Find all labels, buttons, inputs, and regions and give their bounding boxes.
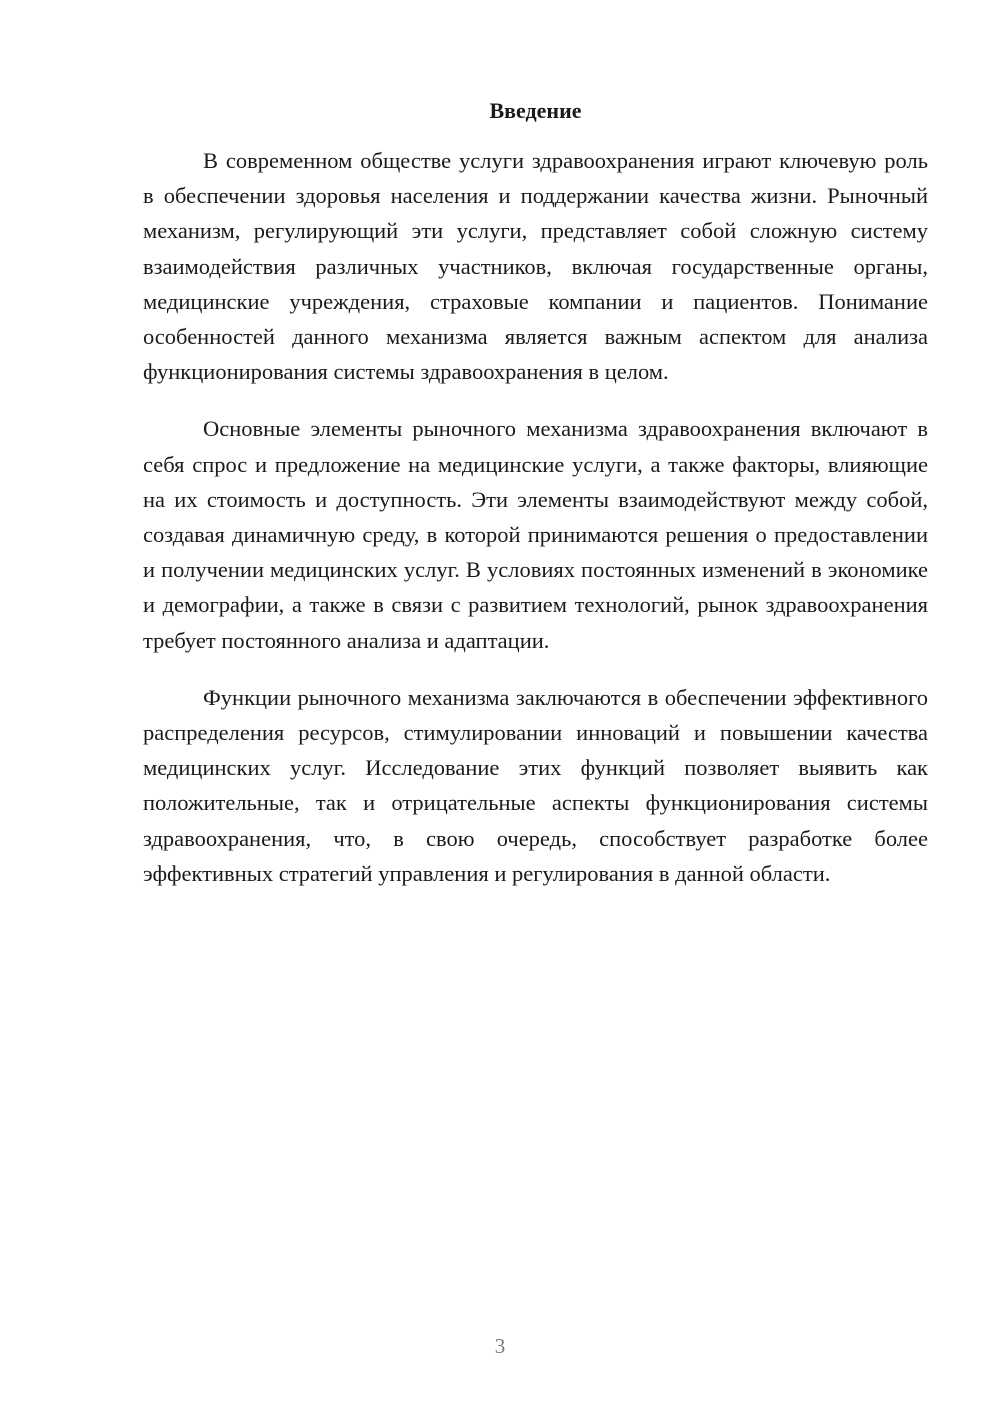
section-heading: Введение [489, 98, 582, 123]
paragraph-2: Основные элементы рыночного механизма здравоохранения включают в себя спрос и предложение на медицинские услуги, а также факторы, влияющие на их стоимость и доступность. Эти элементы взаимодействуют между собой, создавая динамичную среду, в которой принимаются решения о предоставлении и получении медицинских услуг. В условиях постоянных изменений в экономике и демографии, а также в связи с развитием технологий, рынок здравоохранения требует постоянного анализа и адаптации. [143, 416, 928, 653]
paragraph-3: Функции рыночного механизма заключаются в обеспечении эффективного распределения ресурсов, стимулировании инноваций и повышении качества медицинских услуг. Исследование этих функций позволяет выявить как положительные, так и отрицательные аспекты функционирования системы здравоохранения, что, в свою очередь, способствует разработке более эффективных стратегий управления и регулирования в данной области. [143, 684, 928, 886]
body-text [143, 143, 928, 891]
page-number: 3 [494, 1334, 506, 1358]
paragraph-1: В современном обществе услуги здравоохранения играют ключевую роль в обеспечении здоровья населения и поддержании качества жизни. Рыночный механизм, регулирующий эти услуги, представляет собой сложную систему взаимодействия различных участников, включая государственные органы, медицинские учреждения, страховые компании и пациентов. Понимание особенностей данного механизма является важным аспектом для анализа функционирования системы здравоохранения в целом. [143, 148, 928, 385]
